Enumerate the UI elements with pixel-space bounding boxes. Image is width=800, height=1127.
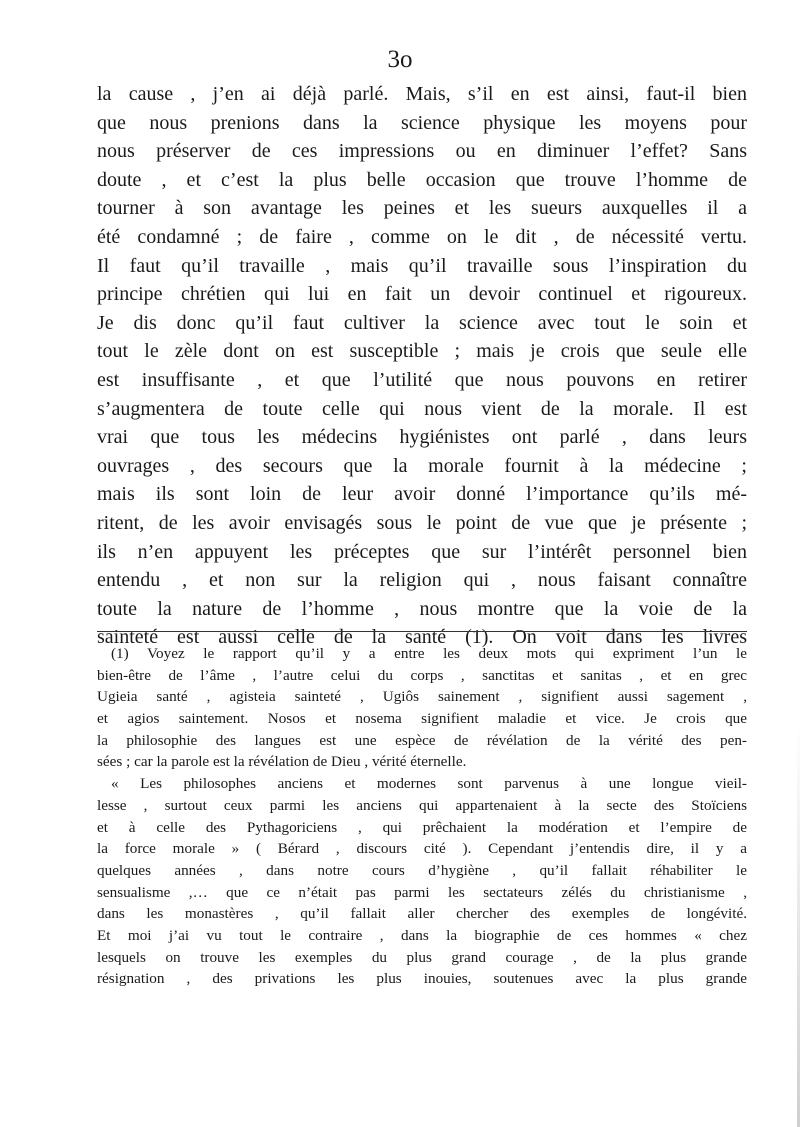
body-line: tout le zèle dont on est susceptible ; mais je crois que seule elle — [97, 340, 747, 363]
footnote-line: « Les philosophes anciens et modernes sont parvenus à une longue vieil- — [111, 775, 747, 793]
footnote-line: lesquels on trouve les exemples du plus grand courage , de la plus grande — [97, 948, 747, 966]
body-line: sainteté est aussi celle de la santé (1). On voit dans les livres — [97, 626, 747, 649]
body-line: entendu , et non sur la religion qui , nous faisant connaître — [97, 569, 747, 592]
body-line: Je dis donc qu’il faut cultiver la science avec tout le soin et — [97, 311, 747, 334]
body-line: principe chrétien qui lui en fait un devoir continuel et rigoureux. — [97, 283, 747, 306]
body-line: la cause , j’en ai déjà parlé. Mais, s’il en est ainsi, faut-il bien — [97, 83, 747, 105]
footnote-line: Ugieia santé , agisteia sainteté , Ugiôs sainement , signifient aussi sagement , — [97, 688, 747, 706]
body-line: s’augmentera de toute celle qui nous vient de la morale. Il est — [97, 397, 747, 420]
footnote-line: Et moi j’ai vu tout le contraire , dans la biographie de ces hommes « chez — [97, 926, 747, 944]
footnote-line: bien-être de l’âme , l’autre celui du corps , sanctitas et sanitas , et en grec — [97, 666, 747, 684]
footnote-line: la philosophie des langues est une espèce de révélation de la vérité des pen- — [97, 731, 747, 749]
footnote-line: la force morale » ( Bérard , discours cité ). Cependant j’entendis dire, il y a — [97, 840, 747, 858]
body-text — [97, 80, 747, 652]
footnote-line: (1) Voyez le rapport qu’il y a entre les deux mots qui expriment l’un le — [111, 645, 747, 662]
body-line: nous préserver de ces impressions ou en diminuer l’effet? Sans — [97, 140, 747, 163]
body-line: vrai que tous les médecins hygiénistes ont parlé , dans leurs — [97, 426, 747, 449]
footnote-line: résignation , des privations les plus inouies, soutenues avec la plus grande — [97, 970, 747, 988]
body-line: Il faut qu’il travaille , mais qu’il travaille sous l’inspiration du — [97, 254, 747, 277]
footnote-separator — [97, 631, 747, 632]
body-line: tourner à son avantage les peines et les sueurs auxquelles il a — [97, 197, 747, 220]
body-line: toute la nature de l’homme , nous montre que la voie de la — [97, 597, 747, 620]
body-line: mais ils sont loin de leur avoir donné l’importance qu’ils mé- — [97, 483, 747, 506]
body-line: ils n’en appuyent les préceptes que sur l’intérêt personnel bien — [97, 540, 747, 563]
body-line: que nous prenions dans la science physique les moyens pour — [97, 111, 747, 134]
body-line: été condamné ; de faire , comme on le dit , de nécessité vertu. — [97, 225, 747, 248]
footnote-line: quelques années , dans notre cours d’hygiène , qu’il fallait réhabiliter le — [97, 861, 747, 879]
body-line: est insuffisante , et que l’utilité que nous pouvons en retirer — [97, 368, 747, 391]
page-number: 3o — [387, 46, 413, 73]
body-line: ouvrages , des secours que la morale fournit à la médecine ; — [97, 454, 747, 477]
footnote-line: et agios saintement. Nosos et nosema signifient maladie et vice. Je crois que — [97, 710, 747, 728]
footnote-line: dans les monastères , qu’il fallait aller chercher des exemples de longévité. — [97, 905, 747, 923]
body-line: doute , et c’est la plus belle occasion que trouve l’homme de — [97, 168, 747, 191]
footnote — [97, 643, 747, 990]
footnote-line: lesse , surtout ceux parmi les anciens qui appartenaient à la secte des Stoïciens — [97, 796, 747, 814]
footnote-line: et à celle des Pythagoriciens , qui prêchaient la modération et l’empire de — [97, 818, 747, 836]
body-line: ritent, de les avoir envisagés sous le point de vue que je présente ; — [97, 511, 747, 534]
footnote-line: sées ; car la parole est la révélation de Dieu , vérité éternelle. — [97, 753, 467, 771]
footnote-line: sensualisme ,… que ce n’était pas parmi les sectateurs zélés du christianisme , — [97, 883, 747, 901]
